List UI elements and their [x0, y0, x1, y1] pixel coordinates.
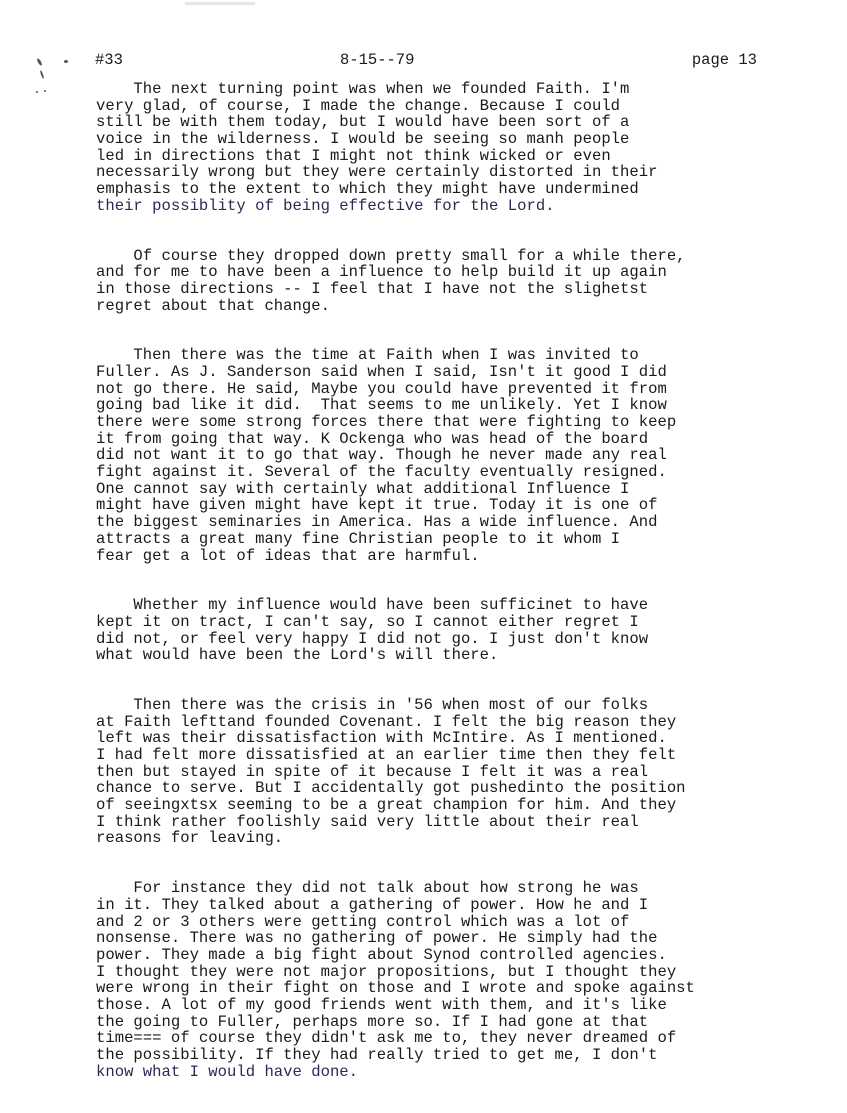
text-line: reasons for leaving. [96, 829, 284, 848]
text-line: power. They made a big fight about Synod controlled agencies. [96, 945, 667, 964]
paragraph [96, 697, 776, 847]
text-line: Fuller. As J. Sanderson said when I said, Isn't it good I did [96, 362, 667, 381]
text-line: time=== of course they didn't ask me to, they never dreamed of [96, 1029, 677, 1048]
text-line: in those directions -- I feel that I have not the slighetst [96, 279, 649, 298]
paragraph [96, 81, 776, 215]
scan-speck [36, 58, 43, 66]
page-number: page 13 [691, 51, 757, 69]
text-line: still be with them today, but I would have been sort of a [96, 113, 630, 132]
paragraph [96, 880, 776, 1080]
text-line: I think rather foolishly said very little about their real [96, 812, 639, 831]
text-line: kept it on tract, I can't say, so I cannot either regret I [96, 612, 639, 631]
text-line: and for me to have been a influence to help build it up again [96, 263, 667, 282]
text-line: I thought they were not major propositions, but I thought they [96, 962, 677, 981]
text-line: what would have been the Lord's will there. [96, 646, 499, 665]
text-line: led in directions that I might not think wicked or even [96, 146, 611, 165]
text-line: Then there was the time at Faith when I was invited to [96, 346, 639, 365]
text-line: the going to Fuller, perhaps more so. If I had gone at that [96, 1012, 649, 1031]
text-line: those. A lot of my good friends went with them, and it's like [96, 995, 667, 1014]
text-line: it from going that way. K Ockenga who was head of the board [96, 429, 649, 448]
text-line: chance to serve. But I accidentally got pushedinto the position [96, 779, 686, 798]
text-line: One cannot say with certainly what additional Influence I [96, 479, 630, 498]
text-line: regret about that change. [96, 296, 330, 315]
text-line: necessarily wrong but they were certainly distorted in their [96, 163, 658, 182]
scan-speck [44, 90, 46, 92]
text-line: fear get a lot of ideas that are harmful. [96, 546, 480, 565]
paragraph [96, 248, 776, 315]
scan-smudge [185, 2, 255, 5]
text-line: not go there. He said, Maybe you could have prevented it from [96, 379, 667, 398]
text-line: very glad, of course, I made the change. Because I could [96, 96, 621, 115]
scan-speck [64, 60, 68, 63]
text-line: Whether my influence would have been sufficinet to have [96, 596, 649, 615]
text-line: their possiblity of being effective for the Lord. [96, 196, 555, 215]
text-line: and 2 or 3 others were getting control which was a lot of [96, 912, 630, 931]
text-line: in it. They talked about a gathering of power. How he and I [96, 895, 649, 914]
text-line: nonsense. There was no gathering of power. He simply had the [96, 929, 658, 948]
scan-speck [36, 91, 38, 93]
text-line: emphasis to the extent to which they might have undermined [96, 180, 639, 199]
text-line: of seeingxtsx seeming to be a great champion for him. And they [96, 796, 677, 815]
scan-speck [40, 70, 45, 79]
text-line: Then there was the crisis in '56 when most of our folks [96, 695, 649, 714]
text-line: might have given might have kept it true. Today it is one of [96, 496, 658, 515]
text-line: know what I would have done. [96, 1062, 359, 1081]
text-line: For instance they did not talk about how strong he was [96, 879, 639, 898]
text-line: there were some strong forces there that were fighting to keep [96, 413, 677, 431]
text-line: did not, or feel very happy I did not go. I just don't know [96, 629, 649, 648]
text-line: at Faith lefttand founded Covenant. I felt the big reason they [96, 712, 677, 731]
text-line: left was their dissatisfaction with McIntire. As I mentioned. [96, 729, 667, 748]
document-number: #33 [95, 51, 123, 69]
paragraph [96, 597, 776, 664]
paragraph [96, 347, 776, 564]
text-line: then but stayed in spite of it because I felt it was a real [96, 762, 649, 781]
text-line: the biggest seminaries in America. Has a wide influence. And [96, 513, 658, 532]
text-line: I had felt more dissatisfied at an earlier time then they felt [96, 746, 677, 764]
document-body [96, 81, 776, 1113]
text-line: attracts a great many fine Christian people to it whom I [96, 529, 621, 548]
text-line: Of course they dropped down pretty small for a while there, [96, 246, 686, 265]
text-line: voice in the wilderness. I would be seeing so manh people [96, 130, 630, 149]
page-header [95, 50, 757, 70]
text-line: fight against it. Several of the faculty eventually resigned. [96, 463, 667, 482]
document-date: 8-15--79 [340, 51, 415, 69]
text-line: going bad like it did. That seems to me unlikely. Yet I know [96, 396, 667, 415]
text-line: did not want it to go that way. Though he never made any real [96, 446, 667, 465]
text-line: were wrong in their fight on those and I wrote and spoke against [96, 979, 695, 998]
text-line: The next turning point was when we founded Faith. I'm [96, 80, 630, 98]
text-line: the possibility. If they had really tried to get me, I don't [96, 1046, 658, 1064]
